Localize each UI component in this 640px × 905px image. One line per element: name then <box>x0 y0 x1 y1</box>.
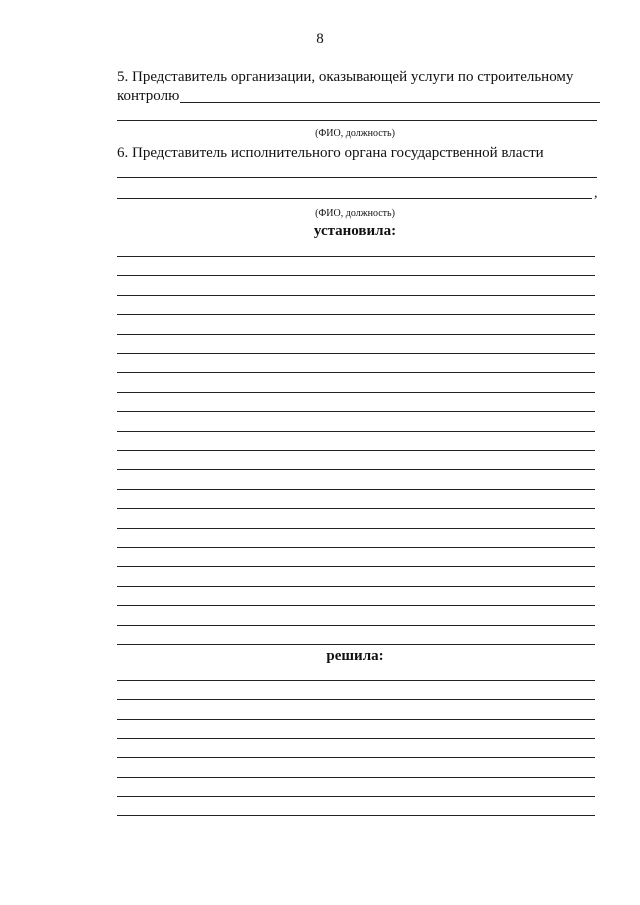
blank-line <box>117 372 595 373</box>
blank-line <box>117 392 595 393</box>
blank-line <box>117 625 595 626</box>
item-6-fill-line-1 <box>117 177 597 178</box>
item-6-text-line-1: 6. Представитель исполнительного органа государственной власти <box>117 145 544 161</box>
page-number: 8 <box>316 31 324 47</box>
item-5-fill-line-2 <box>117 120 597 121</box>
blank-line <box>117 644 595 645</box>
blank-line <box>117 431 595 432</box>
blank-line <box>117 566 595 567</box>
item-5-text-line-2: контролю <box>117 88 180 104</box>
blank-line <box>117 489 595 490</box>
blank-line <box>117 586 595 587</box>
blank-line <box>117 796 595 797</box>
blank-line <box>117 411 595 412</box>
blank-line <box>117 777 595 778</box>
blank-line <box>117 738 595 739</box>
blank-line <box>117 295 595 296</box>
item-6-fill-line-2 <box>117 198 592 199</box>
item-5-fill-line <box>180 102 600 103</box>
blank-line <box>117 680 595 681</box>
item-5-caption: (ФИО, должность) <box>315 128 395 139</box>
blank-line <box>117 469 595 470</box>
blank-line <box>117 699 595 700</box>
blank-line <box>117 605 595 606</box>
blank-line <box>117 815 595 816</box>
item-5-text-line-1: 5. Представитель организации, оказывающей услуги по строительному <box>117 69 574 85</box>
decision-heading: решила: <box>326 648 384 664</box>
blank-line <box>117 719 595 720</box>
blank-line <box>117 450 595 451</box>
blank-line <box>117 275 595 276</box>
blank-line <box>117 508 595 509</box>
blank-line <box>117 334 595 335</box>
findings-heading: установила: <box>313 223 397 239</box>
blank-line <box>117 353 595 354</box>
blank-line <box>117 547 595 548</box>
blank-line <box>117 314 595 315</box>
blank-line <box>117 528 595 529</box>
item-6-comma: , <box>594 186 598 201</box>
blank-line <box>117 256 595 257</box>
blank-line <box>117 757 595 758</box>
item-6-caption: (ФИО, должность) <box>315 208 395 219</box>
